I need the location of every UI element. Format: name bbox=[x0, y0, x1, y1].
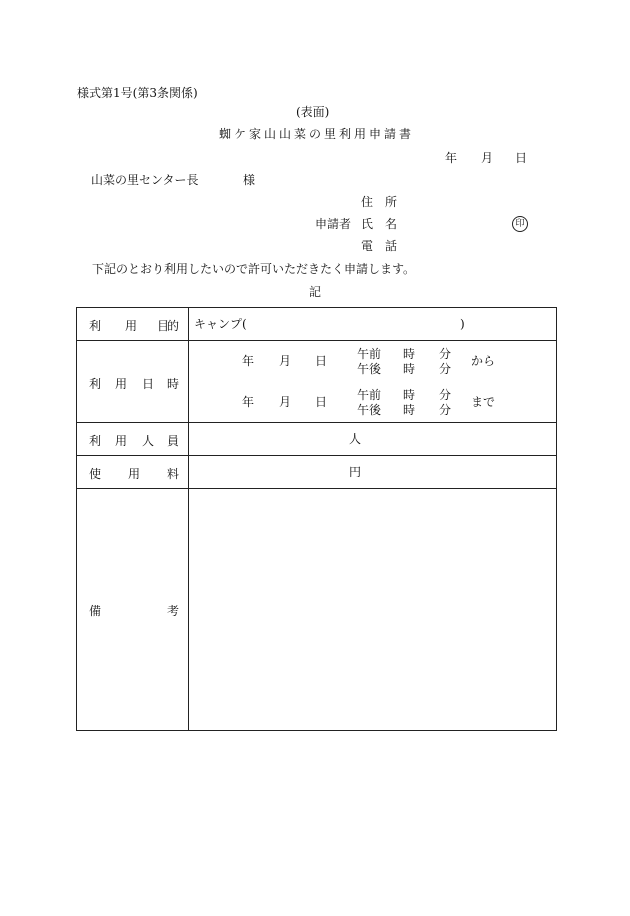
form-number: 様式第1号(第3条関係) bbox=[77, 86, 198, 100]
label-char: 料 bbox=[167, 467, 180, 481]
label-char: 使 bbox=[89, 467, 102, 481]
addressee-name: 山菜の里センター長 bbox=[91, 173, 199, 187]
purpose-close: ) bbox=[460, 317, 465, 331]
from-minute-pm: 分 bbox=[439, 362, 452, 376]
fee-field[interactable] bbox=[189, 456, 557, 489]
label-char: 的 bbox=[167, 319, 180, 333]
purpose-label bbox=[77, 308, 189, 341]
to-pm: 午後 bbox=[357, 403, 382, 417]
people-label bbox=[77, 423, 189, 456]
from-suffix: から bbox=[471, 354, 496, 368]
phone-label: 電 話 bbox=[361, 239, 398, 253]
label-char: 日 bbox=[142, 377, 155, 391]
from-am: 午前 bbox=[357, 347, 382, 361]
row-people bbox=[77, 423, 557, 456]
row-purpose bbox=[77, 308, 557, 341]
row-remarks bbox=[77, 489, 557, 731]
label-char: 用 bbox=[115, 434, 128, 448]
people-field[interactable] bbox=[189, 423, 557, 456]
intro-text: 下記のとおり利用したいので許可いただきたく申請します。 bbox=[92, 262, 416, 276]
from-hour-am: 時 bbox=[403, 347, 416, 361]
label-char: 時 bbox=[167, 377, 180, 391]
datetime-field[interactable] bbox=[189, 341, 557, 423]
remarks-label bbox=[77, 489, 189, 731]
from-hour-pm: 時 bbox=[403, 362, 416, 376]
label-char: 目 bbox=[157, 319, 170, 333]
label-char: 利 bbox=[89, 377, 102, 391]
date-month: 月 bbox=[481, 151, 494, 165]
address-label: 住 所 bbox=[361, 195, 398, 209]
from-day: 日 bbox=[315, 354, 328, 368]
to-hour-am: 時 bbox=[403, 388, 416, 402]
to-minute-pm: 分 bbox=[439, 403, 452, 417]
label-char: 員 bbox=[167, 434, 180, 448]
to-hour-pm: 時 bbox=[403, 403, 416, 417]
from-minute-am: 分 bbox=[439, 347, 452, 361]
to-am: 午前 bbox=[357, 388, 382, 402]
label-char: 考 bbox=[167, 604, 180, 618]
page-title: 蜘ケ家山山菜の里利用申請書 bbox=[219, 127, 415, 141]
label-char: 利 bbox=[89, 319, 102, 333]
label-char: 用 bbox=[128, 467, 141, 481]
ki-mark: 記 bbox=[309, 285, 322, 299]
from-year: 年 bbox=[242, 354, 255, 368]
fee-label bbox=[77, 456, 189, 489]
applicant-label: 申請者 bbox=[315, 217, 352, 231]
label-char: 人 bbox=[142, 434, 155, 448]
from-pm: 午後 bbox=[357, 362, 382, 376]
purpose-field[interactable] bbox=[189, 308, 557, 341]
purpose-value: キャンプ( bbox=[194, 317, 247, 331]
to-suffix: まで bbox=[471, 395, 496, 409]
fee-unit: 円 bbox=[349, 465, 362, 479]
to-month: 月 bbox=[279, 395, 292, 409]
addressee-honorific: 様 bbox=[243, 173, 256, 187]
name-label: 氏 名 bbox=[361, 217, 398, 231]
to-day: 日 bbox=[315, 395, 328, 409]
label-char: 備 bbox=[89, 604, 102, 618]
from-month: 月 bbox=[279, 354, 292, 368]
remarks-field[interactable] bbox=[189, 489, 557, 731]
label-char: 用 bbox=[125, 319, 138, 333]
datetime-label bbox=[77, 341, 189, 423]
row-fee bbox=[77, 456, 557, 489]
form-side: (表面) bbox=[296, 105, 330, 119]
date-year: 年 bbox=[445, 151, 458, 165]
label-char: 用 bbox=[115, 377, 128, 391]
to-minute-am: 分 bbox=[439, 388, 452, 402]
people-unit: 人 bbox=[349, 432, 362, 446]
label-char: 利 bbox=[89, 434, 102, 448]
application-table bbox=[76, 307, 557, 731]
row-datetime bbox=[77, 341, 557, 423]
to-year: 年 bbox=[242, 395, 255, 409]
date-day: 日 bbox=[515, 151, 528, 165]
seal-mark: 印 bbox=[512, 216, 528, 232]
